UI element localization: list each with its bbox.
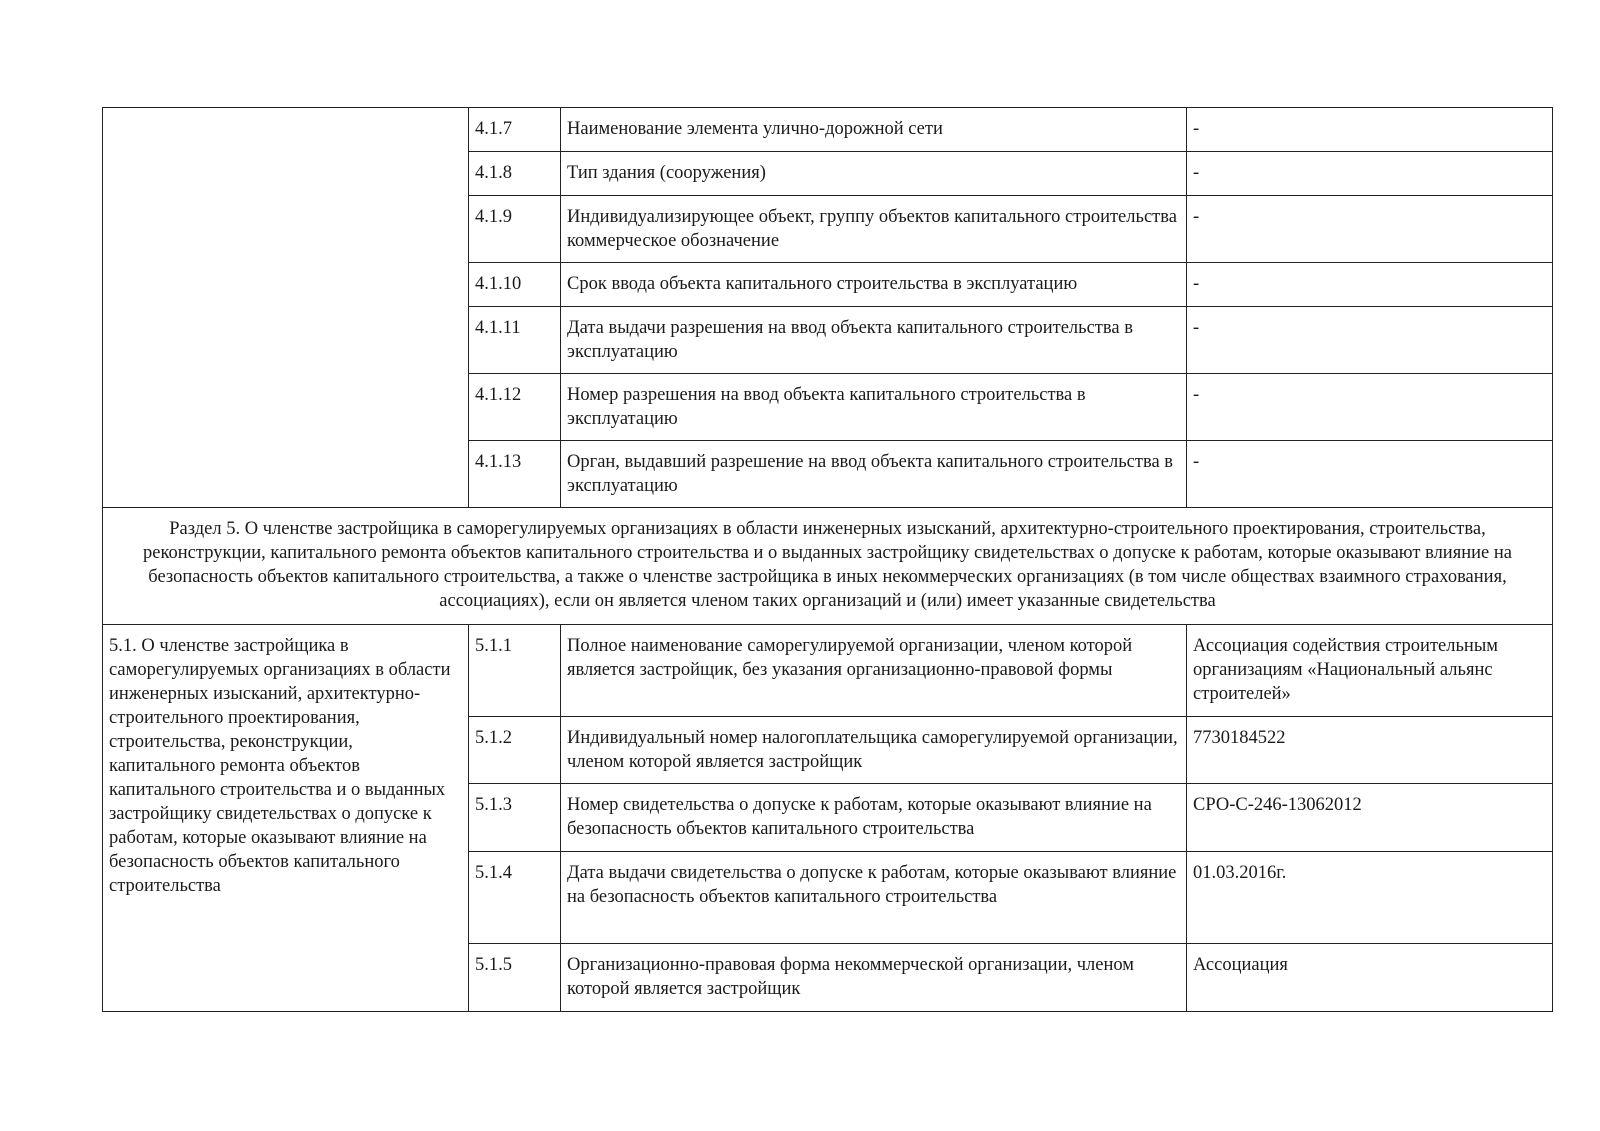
row-value: -: [1187, 263, 1553, 307]
row-number: 4.1.8: [469, 152, 561, 196]
table-row: [103, 108, 1553, 152]
row-number: 4.1.7: [469, 108, 561, 152]
row-value: -: [1187, 307, 1553, 374]
subsection-title: 5.1. О членстве застройщика в саморегулируемых организациях в области инженерных изысканий, архитектурно-строительного проектирования, строительства, реконструкции, капитального ремонта объектов капитального строительства и о выданных застройщику свидетельствах о допуске к работам, которые оказывают влияние на безопасность объектов капитального строительства: [103, 625, 469, 1012]
row-value: -: [1187, 441, 1553, 508]
row-description: Индивидуализирующее объект, группу объектов капитального строительства коммерческое обозначение: [561, 196, 1187, 263]
row-description: Срок ввода объекта капитального строительства в эксплуатацию: [561, 263, 1187, 307]
row-value: -: [1187, 108, 1553, 152]
row-description: Дата выдачи разрешения на ввод объекта капитального строительства в эксплуатацию: [561, 307, 1187, 374]
row-description: Орган, выдавший разрешение на ввод объекта капитального строительства в эксплуатацию: [561, 441, 1187, 508]
row-value: -: [1187, 196, 1553, 263]
row-number: 5.1.2: [469, 717, 561, 784]
row-value: 01.03.2016г.: [1187, 852, 1553, 944]
row-value: -: [1187, 152, 1553, 196]
row-value: -: [1187, 374, 1553, 441]
row-value: СРО-С-246-13062012: [1187, 784, 1553, 852]
row-number: 5.1.3: [469, 784, 561, 852]
row-number: 4.1.12: [469, 374, 561, 441]
row-description: Полное наименование саморегулируемой организации, членом которой является застройщик, без указания организационно-правовой формы: [561, 625, 1187, 717]
row-number: 5.1.1: [469, 625, 561, 717]
row-number: 4.1.10: [469, 263, 561, 307]
row-value: Ассоциация содействия строительным организациям «Национальный альянс строителей»: [1187, 625, 1553, 717]
table-row: [103, 625, 1553, 717]
row-value: 7730184522: [1187, 717, 1553, 784]
row-description: Номер свидетельства о допуске к работам, которые оказывают влияние на безопасность объектов капитального строительства: [561, 784, 1187, 852]
section4-group-cell: [103, 108, 469, 508]
row-description: Номер разрешения на ввод объекта капитального строительства в эксплуатацию: [561, 374, 1187, 441]
row-description: Тип здания (сооружения): [561, 152, 1187, 196]
row-number: 5.1.4: [469, 852, 561, 944]
row-number: 4.1.11: [469, 307, 561, 374]
section-heading-row: [103, 508, 1553, 625]
row-description: Индивидуальный номер налогоплательщика саморегулируемой организации, членом которой является застройщик: [561, 717, 1187, 784]
disclosure-table: [102, 107, 1553, 1012]
row-number: 5.1.5: [469, 944, 561, 1012]
section5-heading: Раздел 5. О членстве застройщика в саморегулируемых организациях в области инженерных изысканий, архитектурно-строительного проектирования, строительства, реконструкции, капитального ремонта объектов капитального строительства и о выданных застройщику свидетельствах о допуске к работам, которые оказывают влияние на безопасность объектов капитального строительства, а также о членстве застройщика в иных некоммерческих организациях (в том числе обществах взаимного страхования, ассоциациях), если он является членом таких организаций и (или) имеет указанные свидетельства: [103, 508, 1553, 625]
row-value: Ассоциация: [1187, 944, 1553, 1012]
row-number: 4.1.13: [469, 441, 561, 508]
row-description: Дата выдачи свидетельства о допуске к работам, которые оказывают влияние на безопасность объектов капитального строительства: [561, 852, 1187, 944]
row-description: Наименование элемента улично-дорожной сети: [561, 108, 1187, 152]
row-description: Организационно-правовая форма некоммерческой организации, членом которой является застройщик: [561, 944, 1187, 1012]
row-number: 4.1.9: [469, 196, 561, 263]
